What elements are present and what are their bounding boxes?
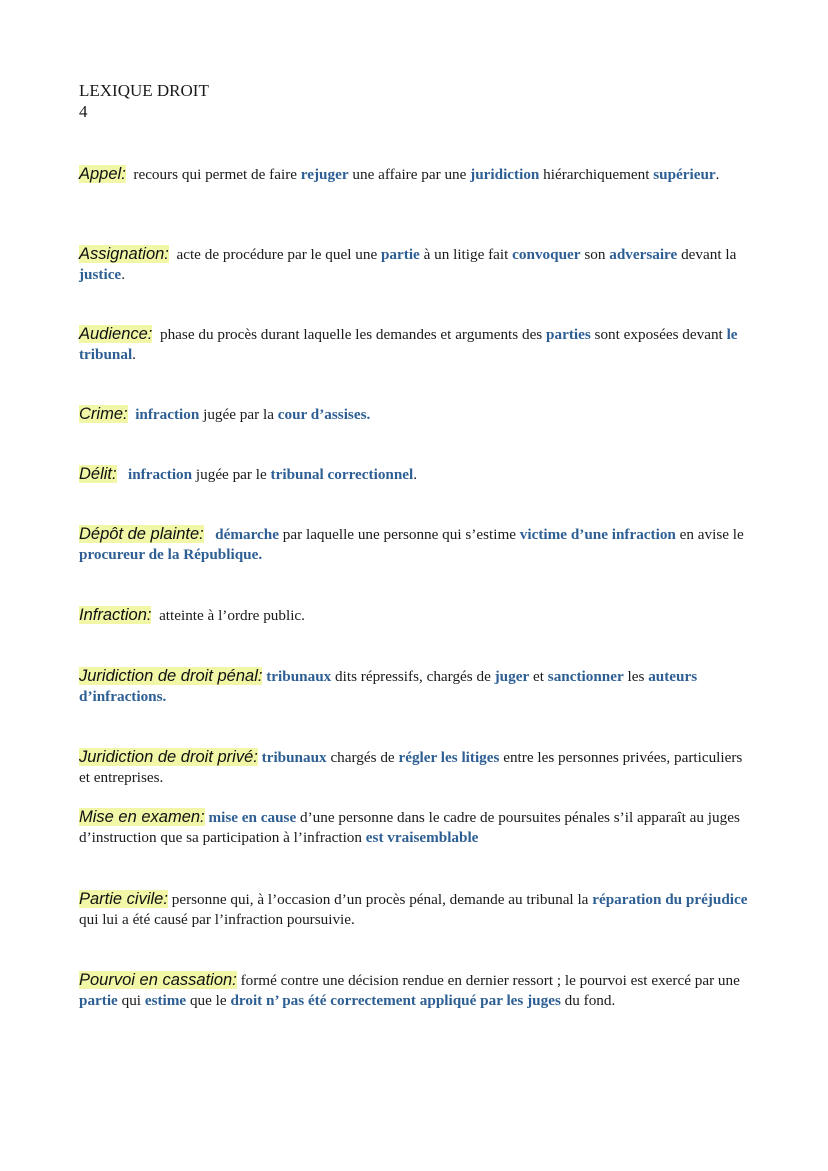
- definition-text: et: [529, 668, 548, 685]
- definition-text: formé contre une décision rendue en dernier ressort ; le pourvoi est exercé par une: [236, 972, 744, 989]
- highlighted-keyword: cour d’assises.: [277, 406, 371, 423]
- document-title: LEXIQUE DROIT: [79, 81, 209, 100]
- glossary-term: Pourvoi en cassation:: [79, 971, 237, 989]
- definition-text: entre les personnes privées, particuliers et entreprises.: [79, 749, 747, 786]
- glossary-entry-juridiction-droit-prive: [79, 747, 751, 788]
- definition-text: par laquelle une personne qui s’estime: [278, 526, 520, 543]
- document-header: [79, 80, 209, 122]
- highlighted-keyword: convoquer: [512, 246, 581, 263]
- glossary-entry-mise-en-examen: [79, 807, 751, 848]
- glossary-entry-pourvoi-en-cassation: [79, 970, 751, 1011]
- glossary-entry-depot-de-plainte: [79, 524, 751, 565]
- highlighted-keyword: juger: [494, 668, 530, 685]
- highlighted-keyword: est vraisemblable: [365, 829, 479, 846]
- definition-text: son: [580, 246, 610, 263]
- highlighted-keyword: infraction: [127, 466, 193, 483]
- definition-text: que le: [186, 992, 231, 1009]
- glossary-term: Assignation:: [79, 245, 169, 263]
- definition-text: [117, 466, 128, 483]
- glossary-entry-assignation: [79, 244, 751, 285]
- glossary-entry-appel: [79, 164, 751, 185]
- highlighted-keyword: victime d’une infraction: [519, 526, 676, 543]
- highlighted-keyword: parties: [546, 326, 591, 343]
- definition-text: jugée par la: [199, 406, 278, 423]
- glossary-entry-delit: [79, 464, 751, 485]
- highlighted-keyword: régler les litiges: [398, 749, 500, 766]
- highlighted-keyword: le tribunal: [79, 326, 742, 363]
- definition-text: du fond.: [560, 992, 616, 1009]
- definition-text: atteinte à l’ordre public.: [151, 607, 305, 624]
- definition-text: [204, 526, 215, 543]
- highlighted-keyword: infraction: [135, 406, 200, 423]
- highlighted-keyword: juridiction: [470, 166, 540, 183]
- highlighted-keyword: procureur de la République.: [79, 546, 263, 563]
- definition-text: dits répressifs, chargés de: [331, 668, 495, 685]
- highlighted-keyword: droit n’ pas été correctement appliqué par les juges: [230, 992, 561, 1009]
- definition-text: recours qui permet de faire: [125, 166, 301, 183]
- highlighted-keyword: estime: [144, 992, 187, 1009]
- highlighted-keyword: auteurs d’infractions.: [79, 668, 701, 705]
- glossary-term: Juridiction de droit privé:: [79, 748, 258, 766]
- glossary-term: Crime:: [79, 405, 128, 423]
- highlighted-keyword: rejuger: [300, 166, 349, 183]
- definition-text: d’une personne dans le cadre de poursuites pénales s’il apparaît au juges d’instruction que sa participation à l’infraction: [79, 809, 744, 846]
- glossary-entry-juridiction-droit-penal: [79, 666, 751, 707]
- highlighted-keyword: tribunal correctionnel: [270, 466, 414, 483]
- highlighted-keyword: tribunaux: [266, 668, 332, 685]
- definition-text: qui: [117, 992, 145, 1009]
- definition-text: personne qui, à l’occasion d’un procès pénal, demande au tribunal la: [167, 891, 593, 908]
- glossary-entry-audience: [79, 324, 751, 365]
- definition-text: .: [715, 166, 720, 183]
- glossary-entry-partie-civile: [79, 889, 751, 930]
- glossary-term: Dépôt de plainte:: [79, 525, 204, 543]
- glossary-term: Audience:: [79, 325, 153, 343]
- definition-text: phase du procès durant laquelle les demandes et arguments des: [152, 326, 547, 343]
- highlighted-keyword: tribunaux: [261, 749, 327, 766]
- highlighted-keyword: sanctionner: [547, 668, 624, 685]
- definition-text: qui lui a été causé par l’infraction poursuivie.: [79, 891, 752, 928]
- highlighted-keyword: partie: [380, 246, 420, 263]
- definition-text: .: [121, 266, 125, 283]
- highlighted-keyword: adversaire: [609, 246, 678, 263]
- glossary-term: Partie civile:: [79, 890, 168, 908]
- glossary-term: Infraction:: [79, 606, 152, 624]
- definition-text: hiérarchiquement: [539, 166, 654, 183]
- definition-text: devant la: [677, 246, 741, 263]
- definition-text: chargés de: [326, 749, 399, 766]
- definition-text: à un litige fait: [419, 246, 513, 263]
- highlighted-keyword: démarche: [215, 526, 279, 543]
- highlighted-keyword: réparation du préjudice: [592, 891, 748, 908]
- definition-text: les: [623, 668, 649, 685]
- glossary-entry-infraction: [79, 605, 751, 626]
- highlighted-keyword: justice: [79, 266, 122, 283]
- definition-text: .: [413, 466, 418, 483]
- definition-text: une affaire par une: [348, 166, 471, 183]
- glossary-term: Mise en examen:: [79, 808, 205, 826]
- highlighted-keyword: supérieur: [653, 166, 716, 183]
- glossary-term: Délit:: [79, 465, 117, 483]
- definition-text: jugée par le: [192, 466, 271, 483]
- glossary-term: Appel:: [79, 165, 126, 183]
- glossary-term: Juridiction de droit pénal:: [79, 667, 263, 685]
- highlighted-keyword: mise en cause: [208, 809, 297, 826]
- page-number: 4: [79, 102, 88, 121]
- definition-text: en avise le: [675, 526, 748, 543]
- glossary-entry-crime: [79, 404, 751, 425]
- highlighted-keyword: partie: [79, 992, 118, 1009]
- definition-text: .: [132, 346, 136, 363]
- definition-text: acte de procédure par le quel une: [168, 246, 381, 263]
- definition-text: sont exposées devant: [590, 326, 727, 343]
